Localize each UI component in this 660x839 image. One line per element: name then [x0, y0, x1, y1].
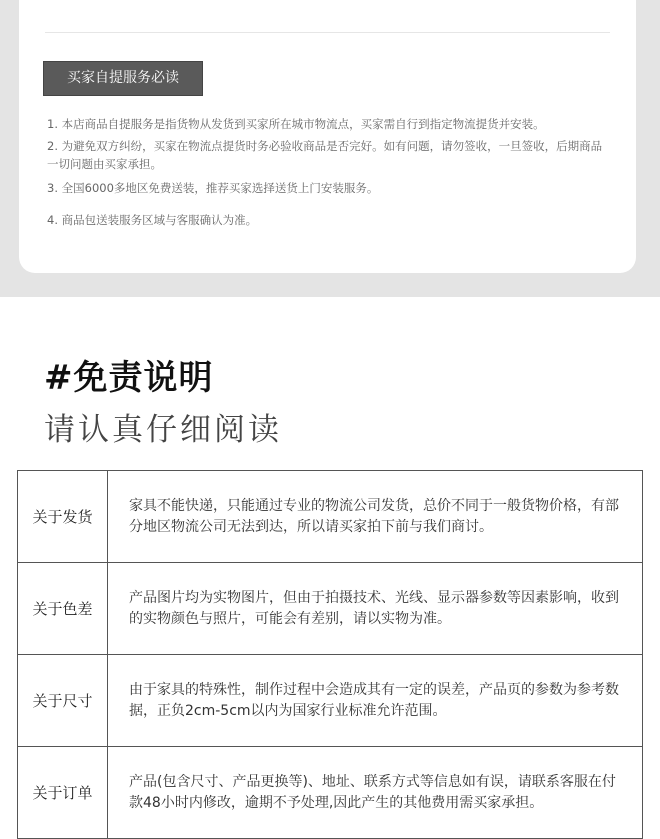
pickup-note: 2. 为避免双方纠纷，买家在物流点提货时务必验收商品是否完好。如有问题，请勿签收，一旦签收，后期商品一切问题由买家承担。 — [47, 139, 603, 171]
disclaimer-table — [17, 470, 643, 839]
row-label: 关于色差 — [18, 563, 108, 655]
pickup-note: 1. 本店商品自提服务是指货物从发货到买家所在城市物流点，买家需自行到指定物流提货并安装。 — [47, 117, 545, 131]
pickup-notice-button[interactable]: 买家自提服务必读 — [43, 61, 203, 96]
row-text: 产品图片均为实物图片，但由于拍摄技术、光线、显示器参数等因素影响，收到的实物颜色与照片，可能会有差别，请以实物为准。 — [108, 563, 643, 655]
row-label: 关于尺寸 — [18, 655, 108, 747]
pickup-card — [19, 0, 636, 273]
pickup-section — [0, 0, 660, 297]
row-text: 产品(包含尺寸、产品更换等)、地址、联系方式等信息如有误，请联系客服在付款48小时内修改，逾期不予处理,因此产生的其他费用需买家承担。 — [108, 747, 643, 839]
pickup-note: 3. 全国6000多地区免费送装，推荐买家选择送货上门安装服务。 — [47, 181, 379, 195]
disclaimer-subtitle: 请认真仔细阅读 — [44, 412, 282, 448]
row-label: 关于发货 — [18, 471, 108, 563]
pickup-note: 4. 商品包送装服务区域与客服确认为准。 — [47, 213, 258, 227]
row-text: 由于家具的特殊性，制作过程中会造成其有一定的误差，产品页的参数为参考数据，正负2cm-5cm以内为国家行业标准允许范围。 — [108, 655, 643, 747]
divider — [45, 32, 610, 33]
table-row — [18, 655, 643, 747]
table-row — [18, 747, 643, 839]
table-row — [18, 471, 643, 563]
row-text: 家具不能快递，只能通过专业的物流公司发货，总价不同于一般货物价格，有部分地区物流公司无法到达，所以请买家拍下前与我们商讨。 — [108, 471, 643, 563]
row-label: 关于订单 — [18, 747, 108, 839]
table-row — [18, 563, 643, 655]
disclaimer-title: #免责说明 — [44, 358, 214, 398]
